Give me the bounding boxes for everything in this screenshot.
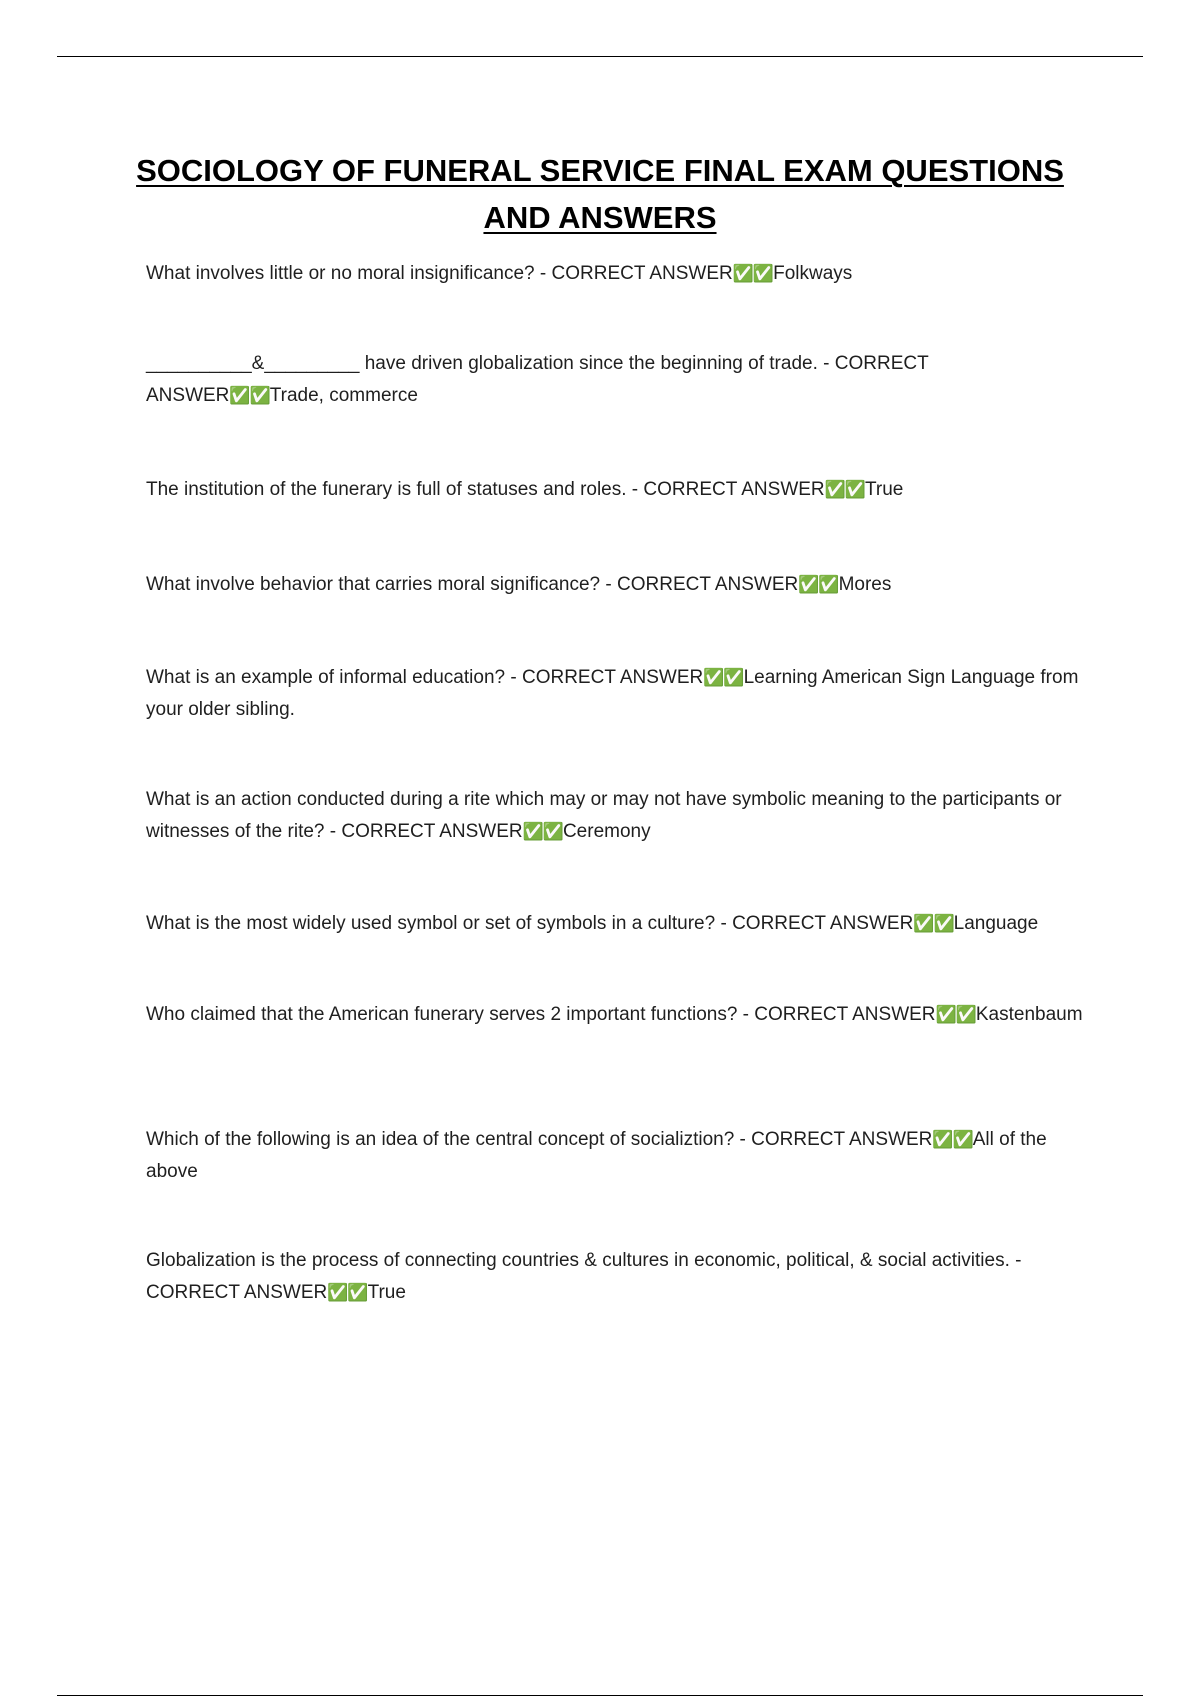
answer-text: Kastenbaum <box>975 1004 1083 1025</box>
answer-text: True <box>367 1282 406 1303</box>
qa-item-3 <box>146 474 1091 506</box>
question-text: __________&_________ have driven globalization since the beginning of trade. <box>146 353 818 374</box>
separator: - <box>534 263 552 284</box>
question-text: Which of the following is an idea of the central concept of socializtion? <box>146 1129 735 1150</box>
double-check-icon: ✅✅ <box>798 575 839 595</box>
double-check-icon: ✅✅ <box>824 480 865 500</box>
answer-label: CORRECT ANSWER <box>341 821 523 842</box>
answer-label: CORRECT ANSWER <box>751 1129 933 1150</box>
qa-item-6 <box>146 784 1091 848</box>
answer-label: CORRECT ANSWER <box>754 1004 936 1025</box>
double-check-icon: ✅✅ <box>932 1130 973 1150</box>
answer-text: Language <box>953 913 1039 934</box>
bottom-rule <box>57 1695 1143 1696</box>
question-text: Who claimed that the American funerary serves 2 important functions? <box>146 1004 738 1025</box>
qa-item-8 <box>146 999 1091 1031</box>
page-title <box>0 147 1200 241</box>
qa-item-10 <box>146 1245 1091 1309</box>
qa-item-4 <box>146 569 1091 601</box>
title-line-1: SOCIOLOGY OF FUNERAL SERVICE FINAL EXAM QUESTIONS <box>136 153 1064 188</box>
double-check-icon: ✅✅ <box>229 386 270 406</box>
question-text: The institution of the funerary is full of statuses and roles. <box>146 479 627 500</box>
question-text: What involves little or no moral insignificance? <box>146 263 535 284</box>
double-check-icon: ✅✅ <box>913 914 954 934</box>
question-text: What is an action conducted during a rite which may or may not have symbolic meaning to the participants or witnesses of the rite? <box>146 789 1062 842</box>
answer-text: All of the above <box>146 1129 1047 1182</box>
answer-label: CORRECT ANSWER <box>732 913 914 934</box>
answer-label: CORRECT ANSWER <box>551 263 733 284</box>
separator: - <box>505 667 522 688</box>
separator: - <box>600 574 617 595</box>
answer-label: CORRECT ANSWER <box>146 353 929 406</box>
qa-item-2 <box>146 348 1091 412</box>
answer-text: Learning American Sign Language from your older sibling. <box>146 667 1079 720</box>
top-rule <box>57 56 1143 57</box>
separator: - <box>324 821 342 842</box>
separator: - <box>737 1004 755 1025</box>
answer-text: Ceremony <box>562 821 651 842</box>
answer-label: CORRECT ANSWER <box>617 574 799 595</box>
answer-label: CORRECT ANSWER <box>643 479 825 500</box>
question-text: What is an example of informal education? <box>146 667 506 688</box>
answer-text: Mores <box>838 574 892 595</box>
qa-item-7 <box>146 908 1091 940</box>
separator: - <box>626 479 644 500</box>
answer-label: CORRECT ANSWER <box>521 667 704 688</box>
separator: - <box>817 353 835 374</box>
double-check-icon: ✅✅ <box>935 1005 976 1025</box>
qa-item-1 <box>146 258 1091 290</box>
question-text: What involve behavior that carries moral significance? <box>146 574 601 595</box>
title-line-2: AND ANSWERS <box>483 200 717 235</box>
separator: - <box>1009 1250 1022 1271</box>
answer-label: CORRECT ANSWER <box>146 1282 328 1303</box>
double-check-icon: ✅✅ <box>327 1283 368 1303</box>
question-text: What is the most widely used symbol or set of symbols in a culture? <box>146 913 716 934</box>
double-check-icon: ✅✅ <box>522 822 563 842</box>
answer-text: Trade, commerce <box>269 385 418 406</box>
answer-text: True <box>865 479 904 500</box>
double-check-icon: ✅✅ <box>732 264 774 284</box>
qa-item-5 <box>146 662 1091 726</box>
question-text: Globalization is the process of connecting countries & cultures in economic, political, & social activities. <box>146 1250 1010 1271</box>
separator: - <box>715 913 733 934</box>
separator: - <box>734 1129 752 1150</box>
double-check-icon: ✅✅ <box>703 668 744 688</box>
qa-item-9 <box>146 1124 1091 1188</box>
answer-text: Folkways <box>773 263 853 284</box>
